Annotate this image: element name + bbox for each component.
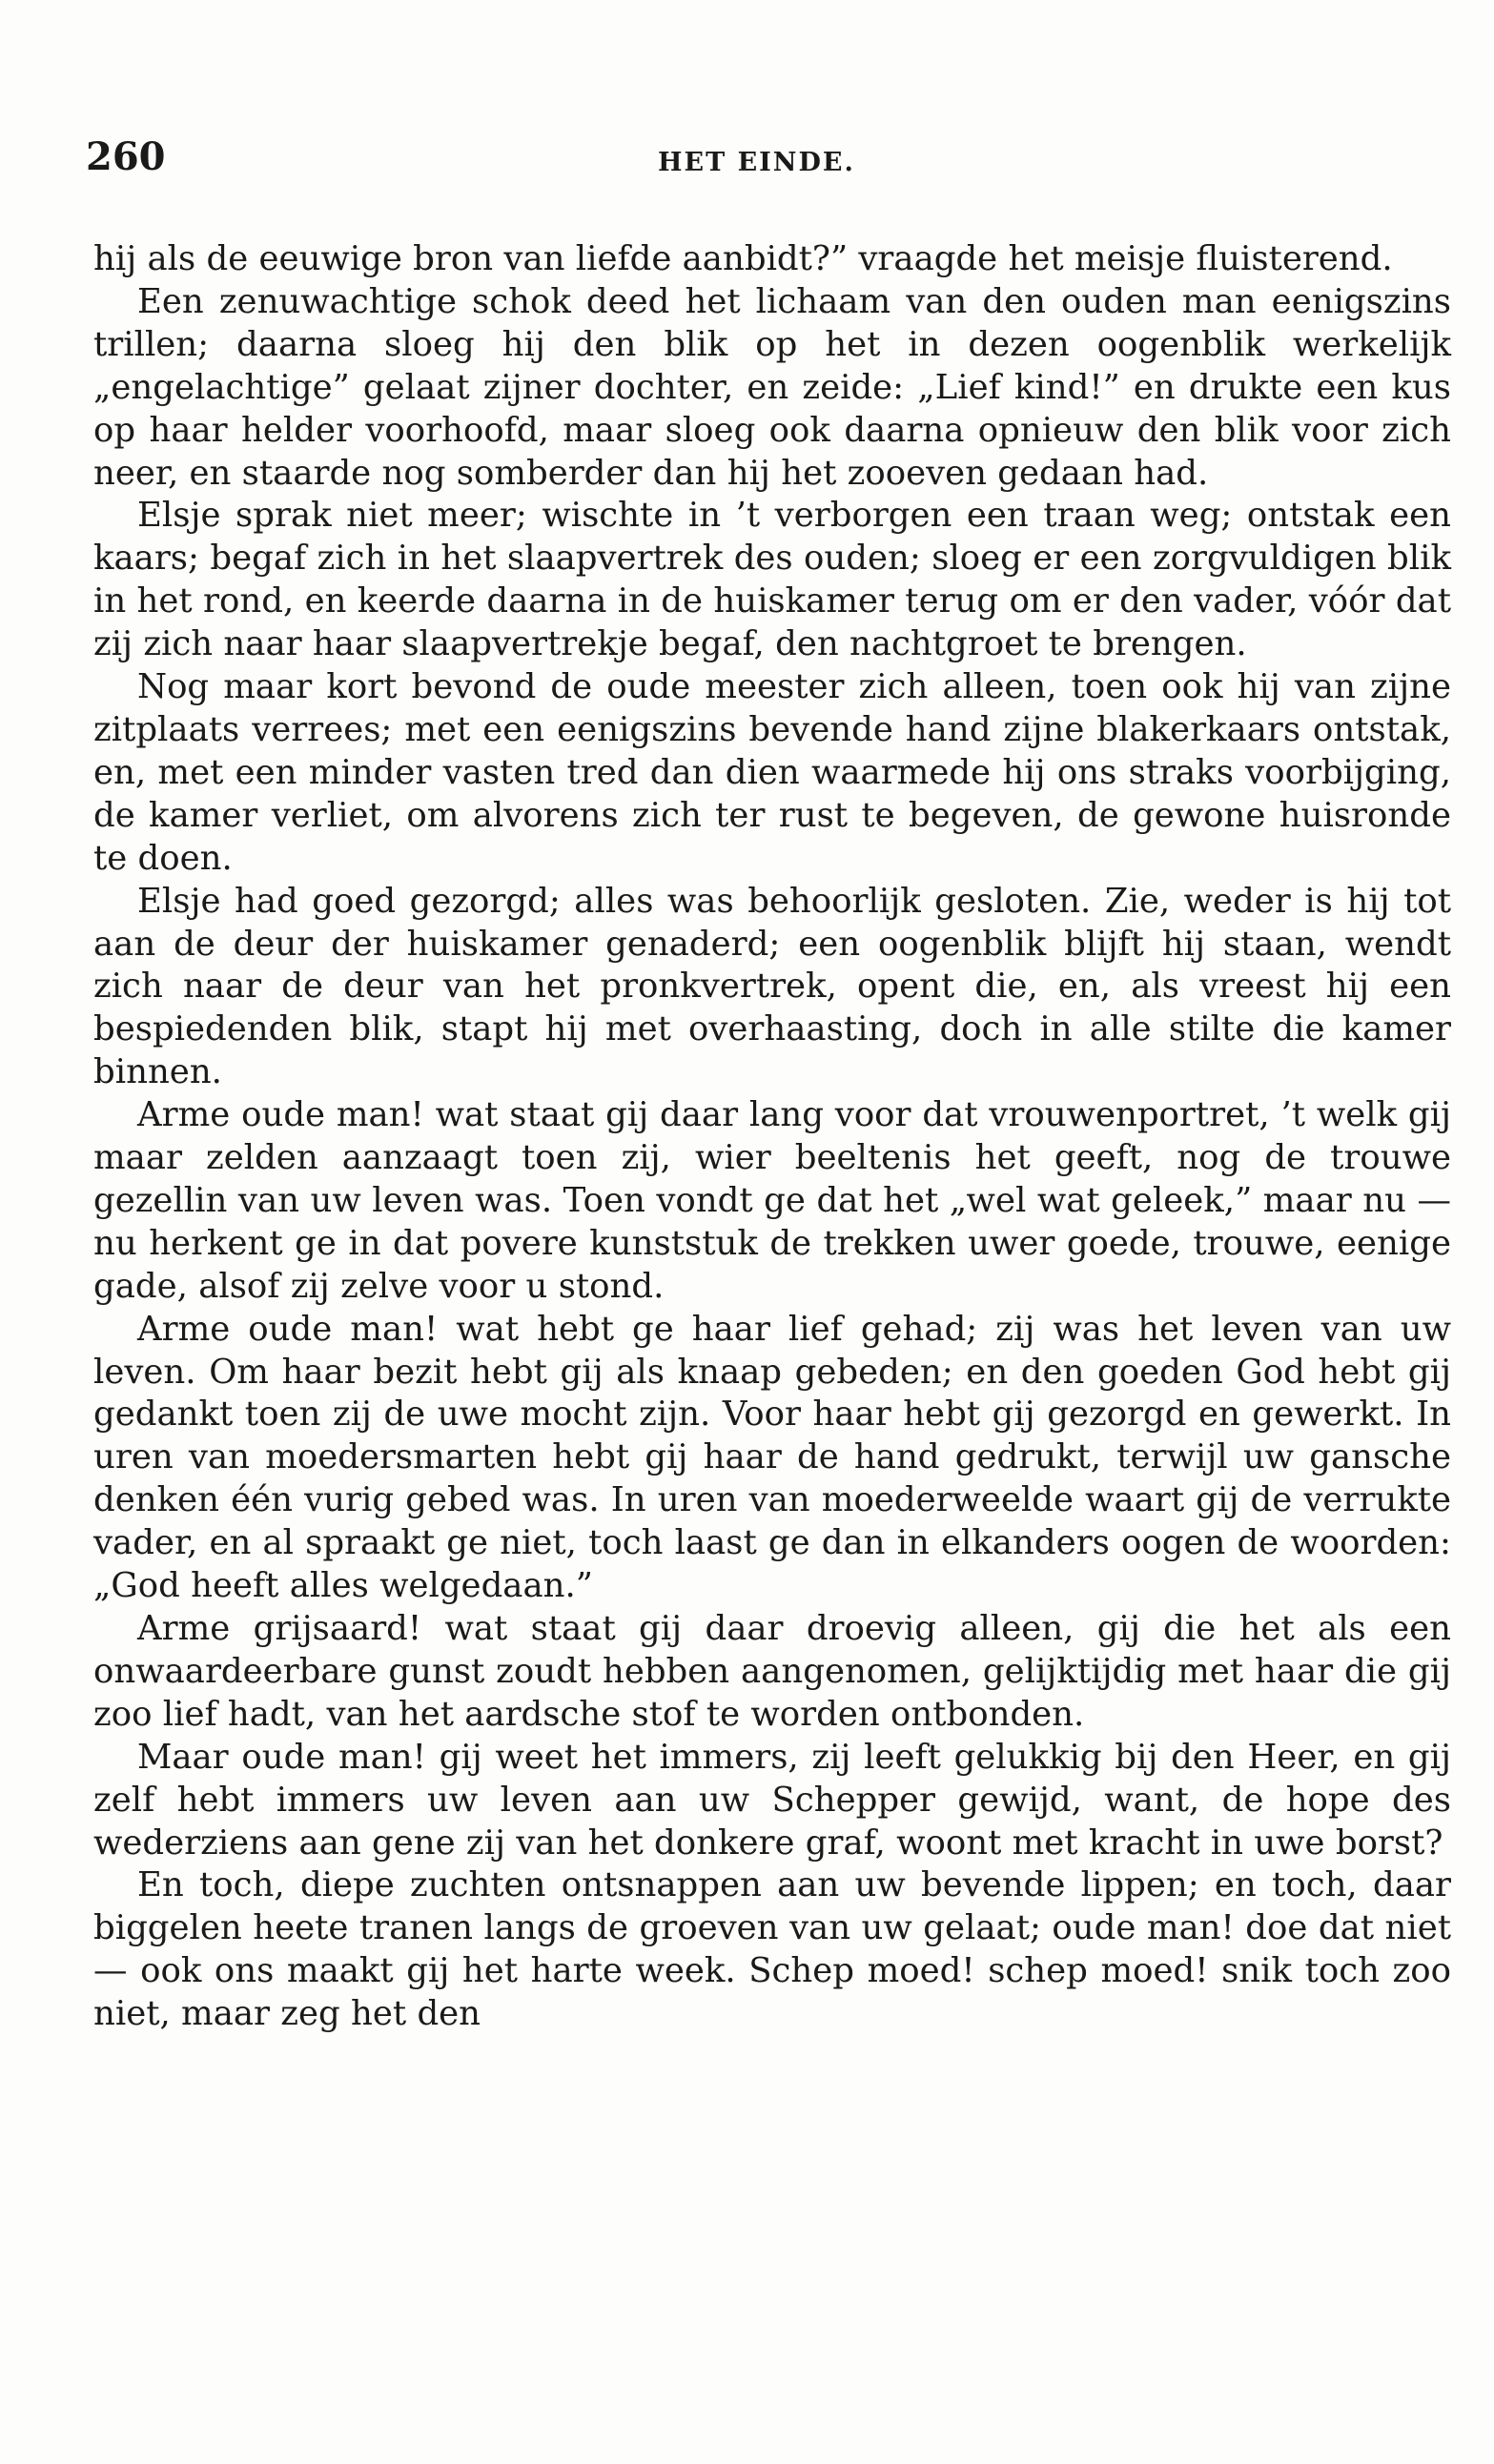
body-text: [93, 238, 1451, 2402]
paragraph: Elsje had goed gezorgd; alles was behoorlijk gesloten. Zie, weder is hij tot aan de deur der huiskamer genaderd; een oogenblik blijft hij staan, wendt zich naar de deur van het pronkvertrek, opent die, en, als vreest hij een bespiedenden blik, stapt hij met overhaasting, doch in alle stilte die kamer binnen.: [93, 881, 1451, 1092]
paragraph: Arme oude man! wat staat gij daar lang voor dat vrouwenportret, ’t welk gij maar zelden aanzaagt toen zij, wier beeltenis het geeft, nog de trouwe gezellin van uw leven was. Toen vondt ge dat het „wel wat geleek,” maar nu — nu herkent ge in dat povere kunststuk de trekken uwer goede, trouwe, eenige gade, alsof zij zelve voor u stond.: [93, 1095, 1451, 1306]
paragraph: hij als de eeuwige bron van liefde aanbidt?” vraagde het meisje fluisterend.: [93, 239, 1393, 278]
paragraph: Arme oude man! wat hebt ge haar lief gehad; zij was het leven van uw leven. Om haar bezit hebt gij als knaap gebeden; en den goeden God hebt gij gedankt toen zij de uwe mocht zijn. Voor haar hebt gij gezorgd en gewerkt. In uren van moedersmarten hebt gij haar de hand gedrukt, terwijl uw gansche denken één vurig gebed was. In uren van moederweelde waart gij de verrukte vader, en al spraakt ge niet, toch laast ge dan in elkanders oogen de woorden: „God heeft alles welgedaan.”: [93, 1309, 1451, 1606]
paragraph: Maar oude man! gij weet het immers, zij leeft gelukkig bij den Heer, en gij zelf hebt immers uw leven aan uw Schepper gewijd, want, de hope des wederziens aan gene zij van het donkere graf, woont met kracht in uwe borst?: [93, 1737, 1451, 1863]
paragraph: En toch, diepe zuchten ontsnappen aan uw bevende lippen; en toch, daar biggelen heete tranen langs de groeven van uw gelaat; oude man! doe dat niet — ook ons maakt gij het harte week. Schep moed! schep moed! snik toch zoo niet, maar zeg het den: [93, 1865, 1451, 2034]
paragraph: Elsje sprak niet meer; wischte in ’t verborgen een traan weg; ontstak een kaars; begaf zich in het slaapvertrek des ouden; sloeg er een zorgvuldigen blik in het rond, en keerde daarna in de huiskamer terug om er den vader, vóór dat zij zich naar haar slaapvertrekje begaf, den nachtgroet te brengen.: [93, 496, 1451, 664]
paragraph: Een zenuwachtige schok deed het lichaam van den ouden man eenigszins trillen; daarna sloeg hij den blik op het in dezen oogenblik werkelijk „engelachtige” gelaat zijner dochter, en zeide: „Lief kind!” en drukte een kus op haar helder voorhoofd, maar sloeg ook daarna opnieuw den blik voor zich neer, en staarde nog somberder dan hij het zooeven gedaan had.: [93, 281, 1451, 493]
page-number: 260: [86, 134, 166, 179]
paragraph: Nog maar kort bevond de oude meester zich alleen, toen ook hij van zijne zitplaats verrees; met een eenigszins bevende hand zijne blakerkaars ontstak, en, met een minder vasten tred dan dien waarmede hij ons straks voorbijging, de kamer verliet, om alvorens zich ter rust te begeven, de gewone huisronde te doen.: [93, 667, 1451, 878]
paragraph: Arme grijsaard! wat staat gij daar droevig alleen, gij die het als een onwaardeerbare gunst zoudt hebben aangenomen, gelijktijdig met haar die gij zoo lief hadt, van het aardsche stof te worden ontbonden.: [93, 1609, 1451, 1734]
running-head: HET EINDE.: [658, 148, 855, 177]
page-header: [86, 133, 1459, 191]
